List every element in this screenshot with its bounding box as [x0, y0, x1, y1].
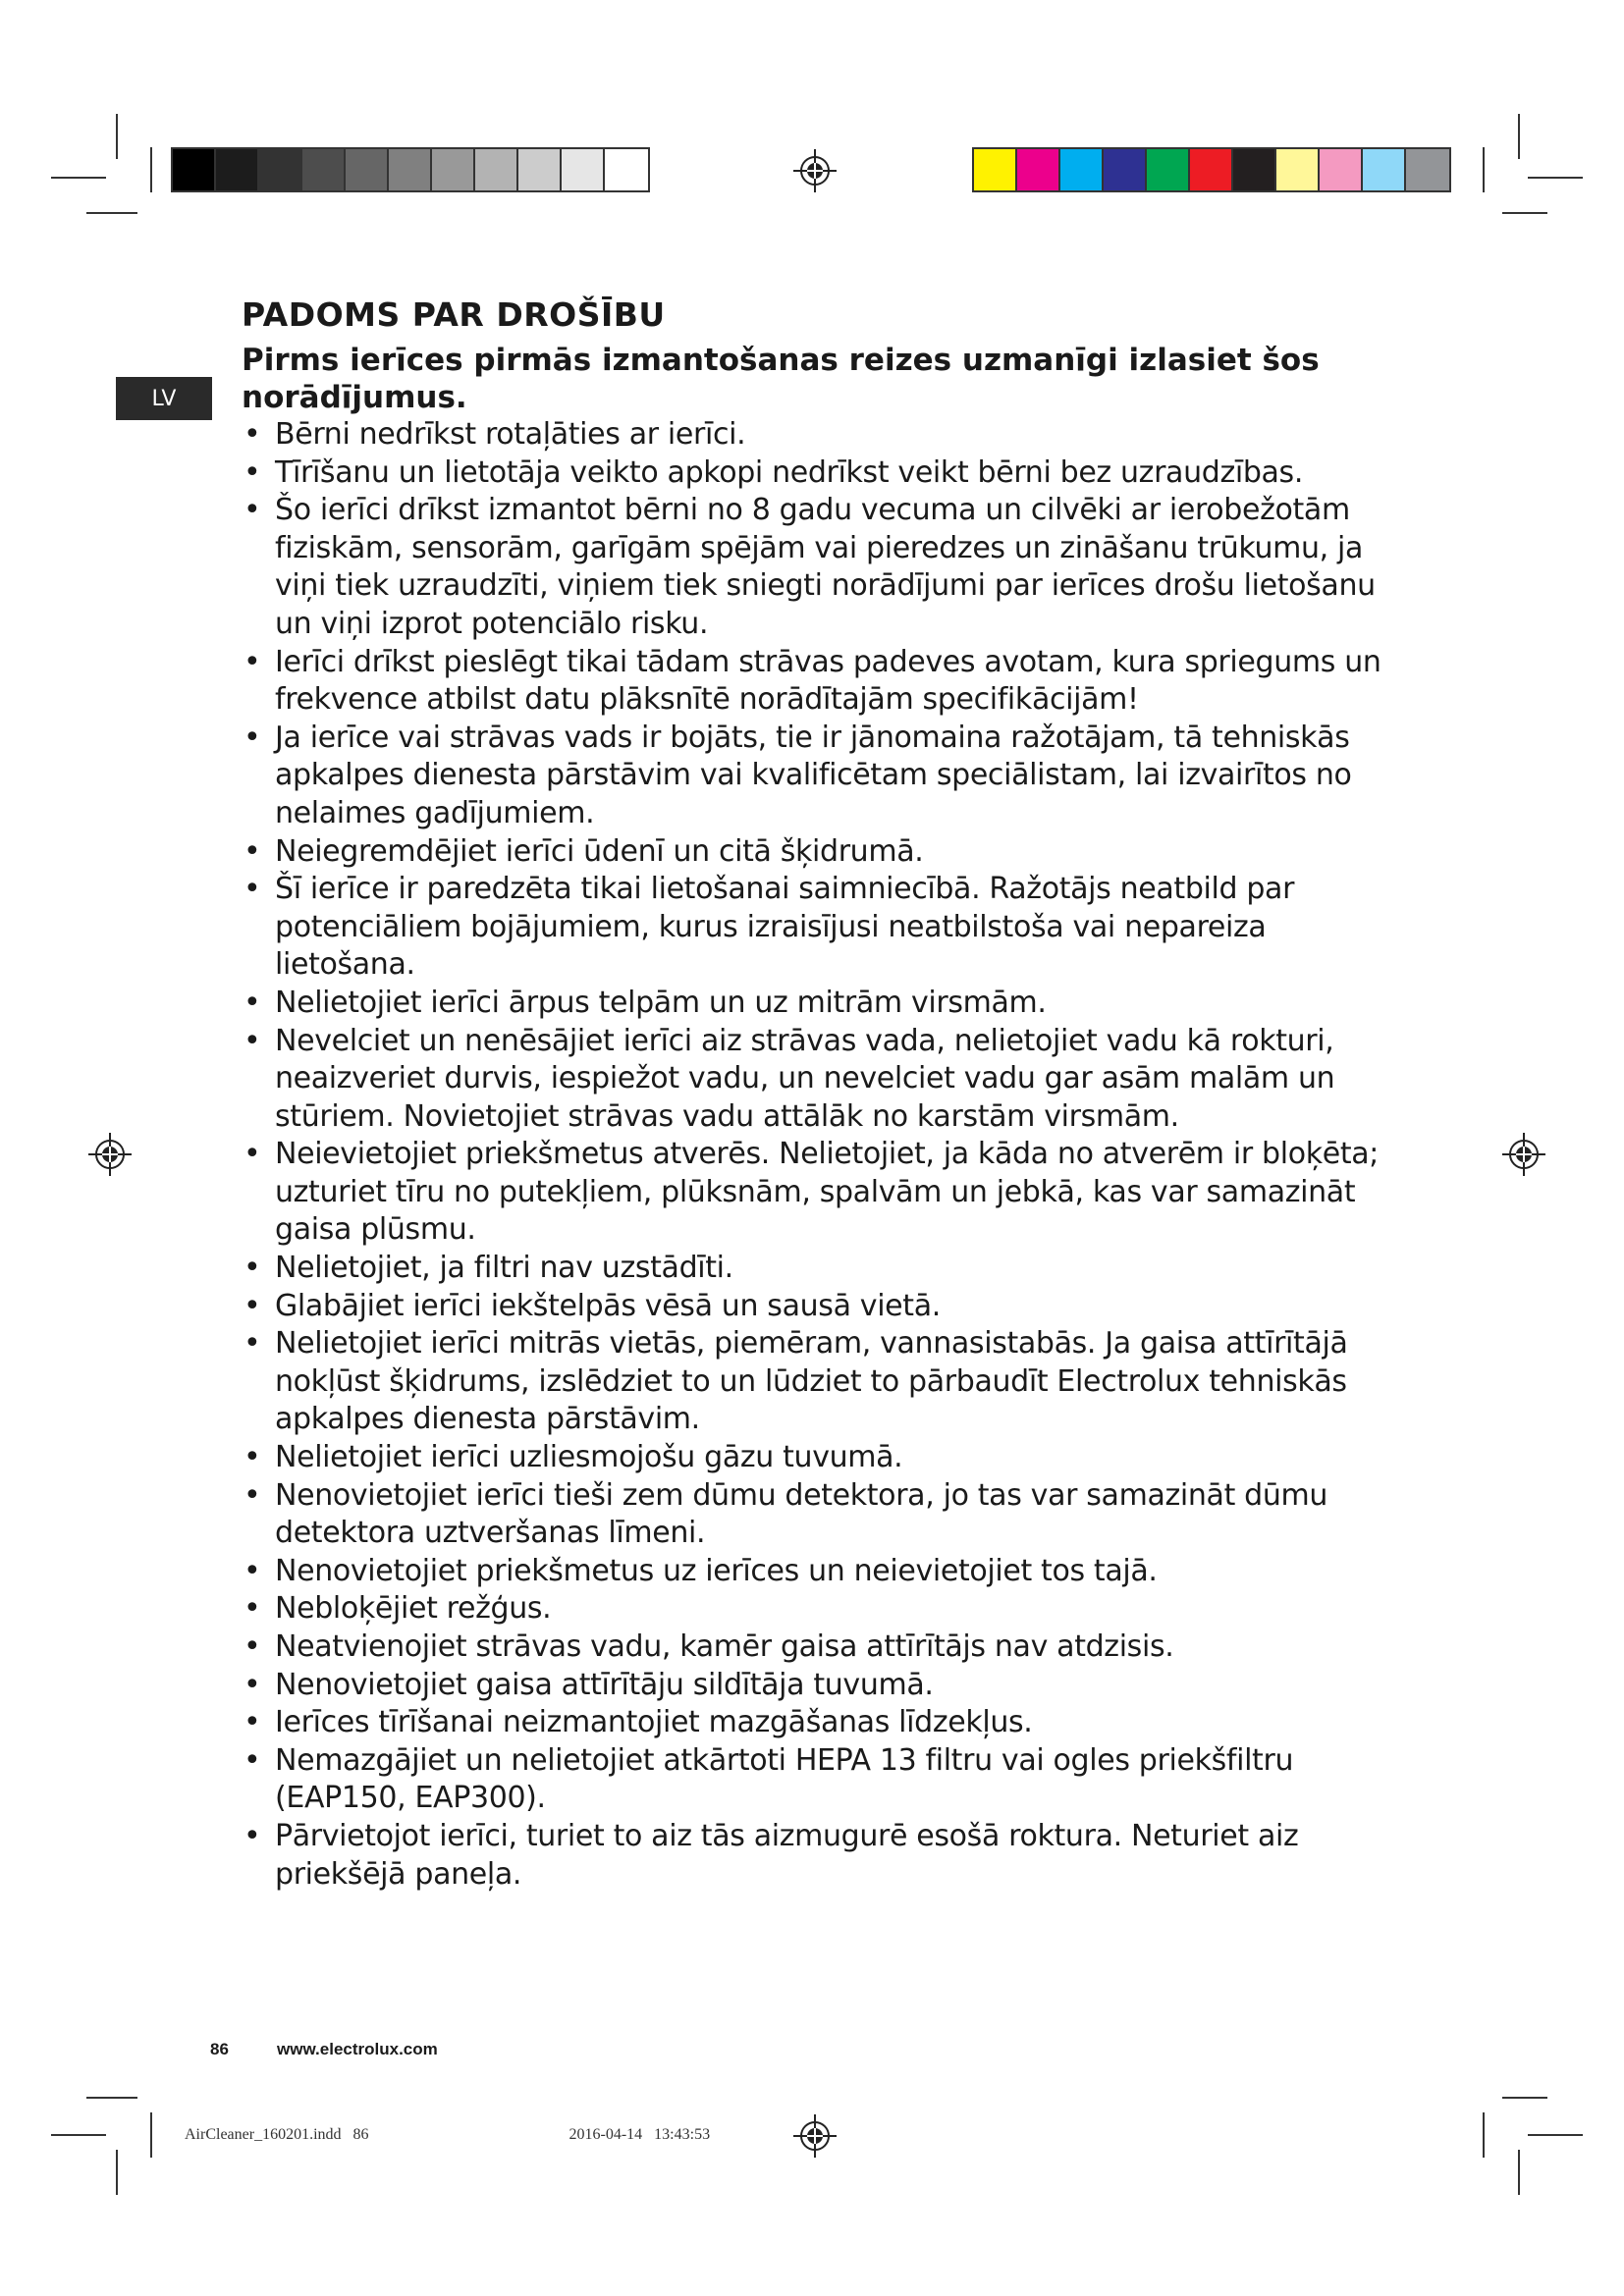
- safety-rule-item: • Nelietojiet, ja filtri nav uzstādīti.: [242, 1250, 1400, 1288]
- color-swatch: [475, 149, 518, 190]
- safety-rule-item: • Bērni nedrīkst rotaļāties ar ierīci.: [242, 416, 1400, 454]
- registration-mark-icon: [793, 2114, 837, 2158]
- grayscale-color-bar: [171, 147, 650, 192]
- safety-rule-item: • Tīrīšanu un lietotāja veikto apkopi nedrīkst veikt bērni bez uzraudzības.: [242, 454, 1400, 493]
- crop-mark: [1518, 2150, 1520, 2195]
- safety-rule-item: • Nenovietojiet ierīci tieši zem dūmu detektora, jo tas var samazināt dūmu detektora uztveršanas līmeni.: [242, 1477, 1400, 1553]
- registration-mark-icon: [793, 149, 837, 192]
- intro-paragraph: Pirms ierīces pirmās izmantošanas reizes uzmanīgi izlasiet šos norādījumus.: [242, 343, 1320, 415]
- color-swatch: [1406, 149, 1449, 190]
- color-swatch: [1190, 149, 1233, 190]
- color-swatch: [1147, 149, 1190, 190]
- safety-rule-item: • Nelietojiet ierīci mitrās vietās, piemēram, vannasistabās. Ja gaisa attīrītājā nokļūst šķidrums, izslēdziet to un lūdziet to pārbaudīt Electrolux tehniskās apkalpes dienesta pārstāvim.: [242, 1325, 1400, 1439]
- crop-mark: [150, 2112, 152, 2158]
- crop-mark: [1483, 147, 1485, 192]
- crop-mark: [86, 2097, 137, 2099]
- website-url: www.electrolux.com: [277, 2040, 438, 2058]
- safety-rule-item: • Glabājiet ierīci iekštelpās vēsā un sausā vietā.: [242, 1288, 1400, 1326]
- crop-mark: [1502, 212, 1547, 214]
- crop-mark: [86, 212, 137, 214]
- color-swatch: [605, 149, 648, 190]
- crop-mark: [116, 2150, 118, 2195]
- crop-mark: [51, 177, 106, 179]
- safety-rule-item: • Neiegremdējiet ierīci ūdenī un citā šķidrumā.: [242, 833, 1400, 872]
- safety-section: [242, 294, 1400, 1894]
- page-number: 86: [210, 2040, 229, 2058]
- crop-mark: [1502, 2097, 1547, 2099]
- color-swatch: [1060, 149, 1104, 190]
- color-swatch: [173, 149, 216, 190]
- color-swatch: [302, 149, 346, 190]
- color-swatch: [1104, 149, 1147, 190]
- safety-rule-item: • Šo ierīci drīkst izmantot bērni no 8 gadu vecuma un cilvēki ar ierobežotām fiziskām, sensorām, garīgām spējām vai pieredzes un zināšanu trūkumu, ja viņi tiek uzraudzīti, viņiem tiek sniegti norādījumi par ierīces drošu lietošanu un viņi izprot potenciālo risku.: [242, 492, 1400, 643]
- color-swatch: [1233, 149, 1276, 190]
- color-swatch: [562, 149, 605, 190]
- safety-rule-item: • Nenovietojiet gaisa attīrītāju sildītāja tuvumā.: [242, 1667, 1400, 1705]
- language-tab: LV: [116, 377, 212, 420]
- safety-rule-item: • Nenovietojiet priekšmetus uz ierīces un neievietojiet tos tajā.: [242, 1553, 1400, 1591]
- safety-rule-item: • Ierīces tīrīšanai neizmantojiet mazgāšanas līdzekļus.: [242, 1704, 1400, 1742]
- safety-rule-item: • Šī ierīce ir paredzēta tikai lietošanai saimniecībā. Ražotājs neatbild par potenciāliem bojājumiem, kurus izraisījusi neatbilstoša vai nepareiza lietošana.: [242, 871, 1400, 985]
- color-swatch: [974, 149, 1017, 190]
- print-slug: AirCleaner_160201.indd 86 2016-04-14 13:43:53: [185, 2126, 711, 2143]
- color-swatch: [346, 149, 389, 190]
- safety-rule-item: • Nelietojiet ierīci uzliesmojošu gāzu tuvumā.: [242, 1439, 1400, 1477]
- color-swatch: [1363, 149, 1406, 190]
- safety-rules-list: [242, 416, 1400, 1894]
- color-swatch: [432, 149, 475, 190]
- crop-mark: [1528, 177, 1583, 179]
- crop-mark: [1528, 2134, 1583, 2136]
- crop-mark: [150, 147, 152, 192]
- safety-rule-item: • Ierīci drīkst pieslēgt tikai tādam strāvas padeves avotam, kura spriegums un frekvence atbilst datu plāksnītē norādītajām specifikācijām!: [242, 644, 1400, 720]
- safety-rule-item: • Pārvietojot ierīci, turiet to aiz tās aizmugurē esošā roktura. Neturiet aiz priekšējā paneļa.: [242, 1818, 1400, 1894]
- color-swatch: [1017, 149, 1060, 190]
- color-swatch: [389, 149, 432, 190]
- color-swatch: [518, 149, 562, 190]
- color-swatch: [216, 149, 259, 190]
- safety-rule-item: • Nevelciet un nenēsājiet ierīci aiz strāvas vada, nelietojiet vadu kā rokturi, neaizveriet durvis, iespiežot vadu, un nevelciet vadu gar asām malām un stūriem. Novietojiet strāvas vadu attālāk no karstām virsmām.: [242, 1023, 1400, 1137]
- process-color-bar: [972, 147, 1451, 192]
- color-swatch: [1320, 149, 1363, 190]
- color-swatch: [1276, 149, 1320, 190]
- safety-rule-item: • Nemazgājiet un nelietojiet atkārtoti HEPA 13 filtru vai ogles priekšfiltru (EAP150, EAP300).: [242, 1742, 1400, 1818]
- section-title: PADOMS PAR DROŠĪBU: [242, 295, 666, 334]
- safety-rule-item: • Nebloķējiet režģus.: [242, 1590, 1400, 1629]
- crop-mark: [116, 114, 118, 159]
- safety-rule-item: • Neatvienojiet strāvas vadu, kamēr gaisa attīrītājs nav atdzisis.: [242, 1629, 1400, 1667]
- registration-mark-icon: [1502, 1133, 1545, 1176]
- safety-rule-item: • Ja ierīce vai strāvas vads ir bojāts, tie ir jānomaina ražotājam, tā tehniskās apkalpes dienesta pārstāvim vai kvalificētam speciālistam, lai izvairītos no nelaimes gadījumiem.: [242, 720, 1400, 833]
- registration-mark-icon: [88, 1133, 132, 1176]
- color-swatch: [259, 149, 302, 190]
- safety-rule-item: • Nelietojiet ierīci ārpus telpām un uz mitrām virsmām.: [242, 985, 1400, 1023]
- crop-mark: [1483, 2112, 1485, 2158]
- crop-mark: [1518, 114, 1520, 159]
- crop-mark: [51, 2134, 106, 2136]
- safety-rule-item: • Neievietojiet priekšmetus atverēs. Nelietojiet, ja kāda no atverēm ir bloķēta; uzturiet tīru no putekļiem, plūksnām, spalvām un jebkā, kas var samazināt gaisa plūsmu.: [242, 1136, 1400, 1250]
